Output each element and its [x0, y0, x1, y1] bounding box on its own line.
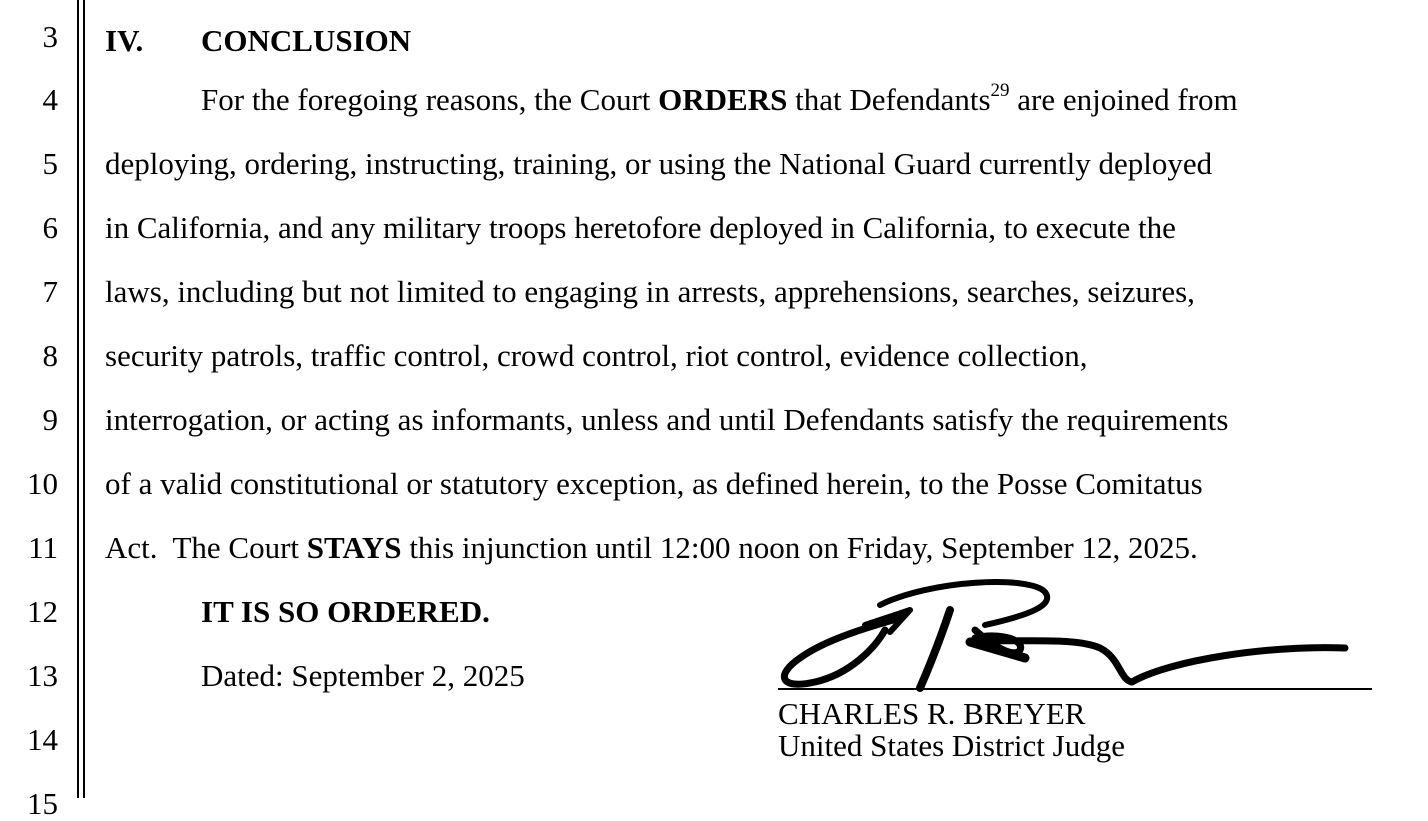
line-number-15: 15 — [27, 786, 58, 821]
paragraph-line-7: laws, including but not limited to engaging in arrests, apprehensions, searches, seizures, — [105, 274, 1195, 309]
stays-bold: STAYS — [306, 530, 402, 565]
section-heading — [105, 23, 412, 58]
signature-line — [778, 688, 1372, 690]
text-run: this injunction until 12:00 noon on Friday, September 12, 2025. — [401, 530, 1198, 565]
paragraph-line-8: security patrols, traffic control, crowd control, riot control, evidence collection, — [105, 338, 1088, 373]
text-run: Act. The Court — [105, 530, 307, 565]
paragraph-line-4 — [201, 79, 1238, 117]
section-numeral: IV. — [105, 23, 144, 58]
text-run: are enjoined from — [1009, 82, 1238, 117]
judge-name: CHARLES R. BREYER — [778, 696, 1086, 731]
orders-bold: ORDERS — [658, 82, 788, 117]
paragraph-line-6: in California, and any military troops heretofore deployed in California, to execute the — [105, 210, 1176, 245]
line-number-9: 9 — [42, 402, 58, 437]
paragraph-line-11 — [105, 532, 1198, 563]
line-number-13: 13 — [27, 658, 58, 693]
line-number-5: 5 — [42, 146, 58, 181]
line-number-14: 14 — [27, 722, 58, 757]
line-number-6: 6 — [42, 210, 58, 245]
dated-line: Dated: September 2, 2025 — [201, 658, 525, 693]
footnote-marker: 29 — [990, 79, 1010, 101]
line-number-7: 7 — [42, 274, 58, 309]
handwritten-signature — [770, 570, 1370, 695]
line-number-12: 12 — [27, 594, 58, 629]
text-run: that Defendants — [787, 82, 991, 117]
line-number-8: 8 — [42, 338, 58, 373]
paragraph-line-5: deploying, ordering, instructing, training, or using the National Guard currently deployed — [105, 146, 1213, 181]
left-margin-rule-inner — [83, 0, 85, 798]
text-run: For the foregoing reasons, the Court — [201, 82, 659, 117]
paragraph-line-10: of a valid constitutional or statutory exception, as defined herein, to the Posse Comitatus — [105, 466, 1203, 501]
line-number-4: 4 — [42, 82, 58, 117]
section-title: CONCLUSION — [201, 23, 412, 58]
paragraph-line-9: interrogation, or acting as informants, unless and until Defendants satisfy the requirements — [105, 402, 1229, 437]
left-margin-rule-outer — [77, 0, 79, 798]
line-number-10: 10 — [27, 466, 58, 501]
judge-title: United States District Judge — [778, 728, 1125, 763]
so-ordered-line: IT IS SO ORDERED. — [201, 594, 490, 629]
line-number-11: 11 — [28, 530, 58, 565]
line-number-3: 3 — [42, 19, 58, 54]
